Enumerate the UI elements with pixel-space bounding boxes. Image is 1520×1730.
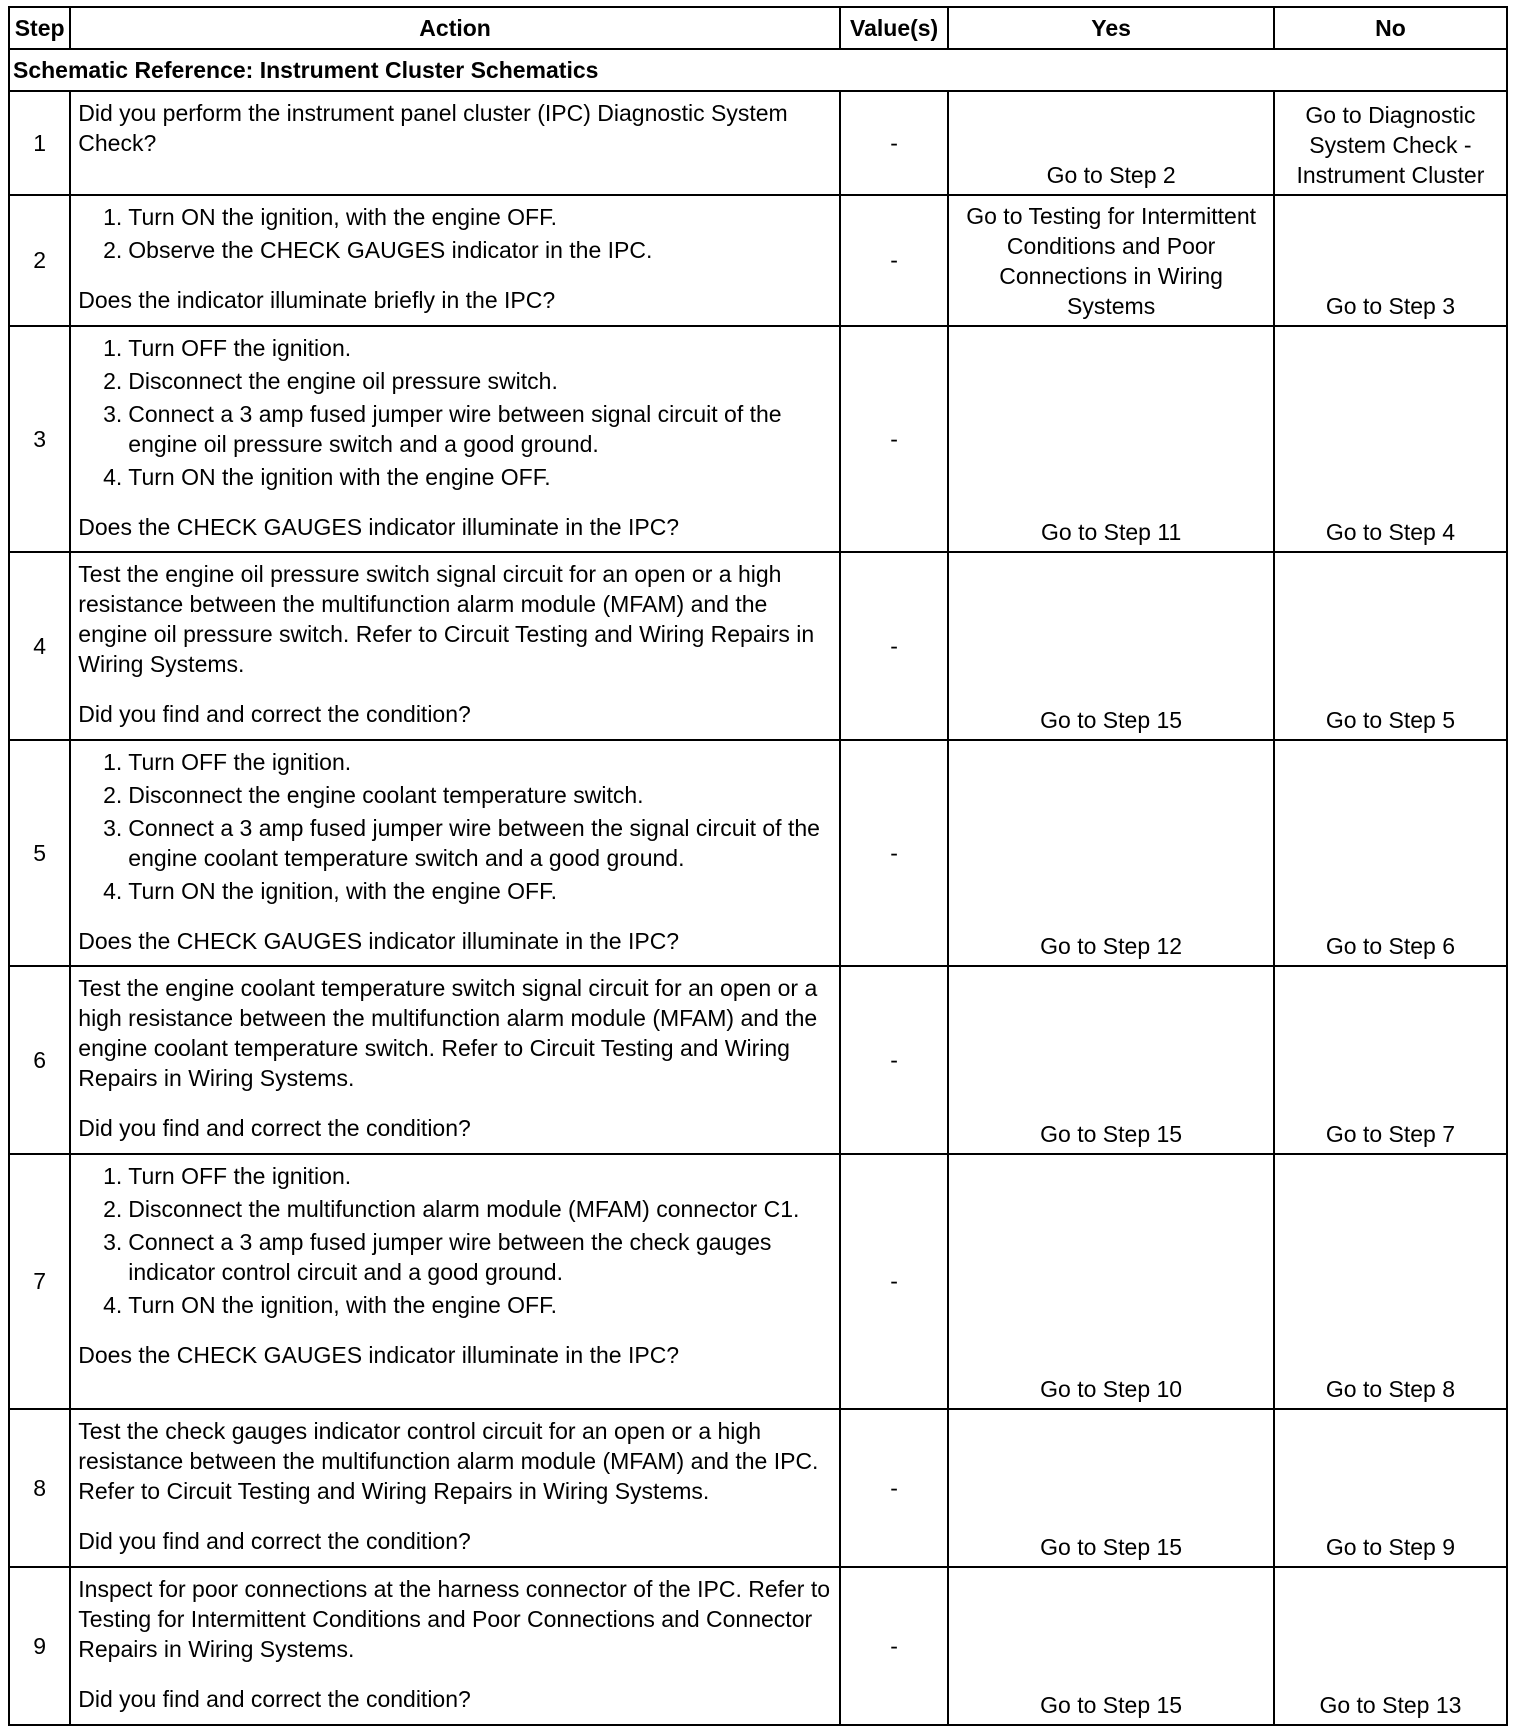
value-cell: - bbox=[840, 740, 949, 966]
action-cell bbox=[70, 91, 840, 195]
action-question: Did you find and correct the condition? bbox=[78, 1686, 471, 1712]
action-question: Did you find and correct the condition? bbox=[78, 1528, 471, 1554]
action-step-item bbox=[96, 333, 831, 363]
action-step-text: Connect a 3 amp fused jumper wire between signal circuit of the engine oil pressure switch and a good ground. bbox=[128, 401, 782, 457]
action-step-item bbox=[96, 235, 831, 265]
action-text: Inspect for poor connections at the harness connector of the IPC. Refer to Testing for Intermittent Conditions and Poor Connections and Connector Repairs in Wiring Systems. bbox=[78, 1576, 831, 1662]
no-cell: Go to Step 8 bbox=[1274, 1154, 1507, 1409]
action-step-text: Observe the CHECK GAUGES indicator in the IPC. bbox=[128, 237, 653, 263]
yes-cell: Go to Step 15 bbox=[948, 1567, 1274, 1725]
header-step: Step bbox=[9, 7, 70, 49]
step-number: 1 bbox=[9, 91, 70, 195]
action-step-item bbox=[96, 399, 831, 459]
action-step-number: 1. bbox=[103, 749, 123, 775]
action-question: Does the CHECK GAUGES indicator illuminate in the IPC? bbox=[78, 1342, 680, 1368]
action-step-number: 2. bbox=[103, 368, 123, 394]
action-step-text: Turn ON the ignition, with the engine OFF. bbox=[128, 204, 557, 230]
header-row bbox=[9, 7, 1507, 49]
action-step-item bbox=[96, 780, 831, 810]
action-step-number: 1. bbox=[103, 204, 123, 230]
yes-cell: Go to Step 11 bbox=[948, 326, 1274, 552]
action-step-text: Disconnect the multifunction alarm module (MFAM) connector C1. bbox=[128, 1196, 800, 1222]
table-row bbox=[9, 326, 1507, 552]
step-number: 2 bbox=[9, 195, 70, 326]
action-step-item bbox=[96, 747, 831, 777]
yes-cell: Go to Step 10 bbox=[948, 1154, 1274, 1409]
value-cell: - bbox=[840, 326, 949, 552]
value-cell: - bbox=[840, 1154, 949, 1409]
action-cell bbox=[70, 966, 840, 1154]
action-question: Did you find and correct the condition? bbox=[78, 1115, 471, 1141]
action-step-text: Connect a 3 amp fused jumper wire between the check gauges indicator control circuit and a good ground. bbox=[128, 1229, 772, 1285]
no-cell: Go to Step 9 bbox=[1274, 1409, 1507, 1567]
action-step-text: Disconnect the engine oil pressure switch. bbox=[128, 368, 558, 394]
action-step-item bbox=[96, 1194, 831, 1224]
action-step-number: 1. bbox=[103, 1163, 123, 1189]
action-step-item bbox=[96, 462, 831, 492]
table-row bbox=[9, 1154, 1507, 1409]
header-yes: Yes bbox=[948, 7, 1274, 49]
action-cell bbox=[70, 1409, 840, 1567]
step-number: 8 bbox=[9, 1409, 70, 1567]
action-text: Did you perform the instrument panel cluster (IPC) Diagnostic System Check? bbox=[78, 100, 788, 156]
table-row bbox=[9, 195, 1507, 326]
action-step-text: Turn ON the ignition, with the engine OFF. bbox=[128, 878, 557, 904]
schematic-reference-row bbox=[9, 49, 1507, 91]
action-steps-list bbox=[78, 202, 831, 265]
no-cell: Go to Step 13 bbox=[1274, 1567, 1507, 1725]
action-step-number: 3. bbox=[103, 1229, 123, 1255]
value-cell: - bbox=[840, 966, 949, 1154]
step-number: 5 bbox=[9, 740, 70, 966]
action-text: Test the engine coolant temperature switch signal circuit for an open or a high resistance between the multifunction alarm module (MFAM) and the engine coolant temperature switch. Refer to Circuit Testing and Wiring Repairs in Wiring Systems. bbox=[78, 975, 818, 1091]
action-cell bbox=[70, 740, 840, 966]
table-row bbox=[9, 966, 1507, 1154]
no-cell: Go to Diagnostic System Check - Instrument Cluster bbox=[1274, 91, 1507, 195]
action-steps-list bbox=[78, 747, 831, 906]
action-step-number: 2. bbox=[103, 1196, 123, 1222]
action-question: Does the CHECK GAUGES indicator illuminate in the IPC? bbox=[78, 514, 680, 540]
yes-cell: Go to Step 15 bbox=[948, 966, 1274, 1154]
action-text: Test the check gauges indicator control circuit for an open or a high resistance between the multifunction alarm module (MFAM) and the IPC. Refer to Circuit Testing and Wiring Repairs in Wiring Systems. bbox=[78, 1418, 819, 1504]
yes-cell: Go to Step 2 bbox=[948, 91, 1274, 195]
action-cell bbox=[70, 326, 840, 552]
no-cell: Go to Step 4 bbox=[1274, 326, 1507, 552]
table-row bbox=[9, 1409, 1507, 1567]
action-text: Test the engine oil pressure switch signal circuit for an open or a high resistance between the multifunction alarm module (MFAM) and the engine oil pressure switch. Refer to Circuit Testing and Wiring Repairs in Wiring Systems. bbox=[78, 561, 815, 677]
action-question: Does the CHECK GAUGES indicator illuminate in the IPC? bbox=[78, 928, 680, 954]
step-number: 3 bbox=[9, 326, 70, 552]
action-question: Does the indicator illuminate briefly in the IPC? bbox=[78, 287, 556, 313]
action-step-text: Connect a 3 amp fused jumper wire between the signal circuit of the engine coolant temperature switch and a good ground. bbox=[128, 815, 820, 871]
header-values: Value(s) bbox=[840, 7, 949, 49]
action-step-number: 2. bbox=[103, 782, 123, 808]
action-step-number: 3. bbox=[103, 815, 123, 841]
action-steps-list bbox=[78, 333, 831, 492]
table-row bbox=[9, 552, 1507, 740]
action-step-item bbox=[96, 202, 831, 232]
action-cell bbox=[70, 195, 840, 326]
no-cell: Go to Step 3 bbox=[1274, 195, 1507, 326]
action-step-text: Turn OFF the ignition. bbox=[128, 1163, 352, 1189]
no-cell: Go to Step 5 bbox=[1274, 552, 1507, 740]
no-cell: Go to Step 7 bbox=[1274, 966, 1507, 1154]
table-row bbox=[9, 740, 1507, 966]
yes-cell: Go to Step 15 bbox=[948, 552, 1274, 740]
yes-cell: Go to Step 15 bbox=[948, 1409, 1274, 1567]
action-step-item bbox=[96, 1227, 831, 1287]
action-cell bbox=[70, 1154, 840, 1409]
action-question: Did you find and correct the condition? bbox=[78, 701, 471, 727]
table-row bbox=[9, 1567, 1507, 1725]
table-row bbox=[9, 91, 1507, 195]
action-step-number: 4. bbox=[103, 878, 123, 904]
value-cell: - bbox=[840, 195, 949, 326]
header-no: No bbox=[1274, 7, 1507, 49]
step-number: 7 bbox=[9, 1154, 70, 1409]
diagnostic-table bbox=[8, 6, 1508, 1726]
value-cell: - bbox=[840, 1409, 949, 1567]
step-number: 6 bbox=[9, 966, 70, 1154]
header-action: Action bbox=[70, 7, 840, 49]
action-cell bbox=[70, 552, 840, 740]
yes-cell: Go to Step 12 bbox=[948, 740, 1274, 966]
yes-cell: Go to Testing for Intermittent Conditions and Poor Connections in Wiring Systems bbox=[948, 195, 1274, 326]
action-step-item bbox=[96, 1290, 831, 1320]
value-cell: - bbox=[840, 1567, 949, 1725]
action-step-number: 4. bbox=[103, 464, 123, 490]
action-steps-list bbox=[78, 1161, 831, 1320]
action-step-text: Turn OFF the ignition. bbox=[128, 335, 352, 361]
value-cell: - bbox=[840, 552, 949, 740]
schematic-reference: Schematic Reference: Instrument Cluster Schematics bbox=[9, 49, 1507, 91]
step-number: 9 bbox=[9, 1567, 70, 1725]
action-step-number: 3. bbox=[103, 401, 123, 427]
action-step-text: Turn ON the ignition with the engine OFF. bbox=[128, 464, 551, 490]
action-step-item bbox=[96, 813, 831, 873]
value-cell: - bbox=[840, 91, 949, 195]
action-step-number: 4. bbox=[103, 1292, 123, 1318]
no-cell: Go to Step 6 bbox=[1274, 740, 1507, 966]
step-number: 4 bbox=[9, 552, 70, 740]
action-step-number: 1. bbox=[103, 335, 123, 361]
action-step-item bbox=[96, 1161, 831, 1191]
action-cell bbox=[70, 1567, 840, 1725]
action-step-text: Turn OFF the ignition. bbox=[128, 749, 352, 775]
action-step-number: 2. bbox=[103, 237, 123, 263]
action-step-item bbox=[96, 876, 831, 906]
action-step-text: Turn ON the ignition, with the engine OFF. bbox=[128, 1292, 557, 1318]
action-step-text: Disconnect the engine coolant temperature switch. bbox=[128, 782, 644, 808]
action-step-item bbox=[96, 366, 831, 396]
